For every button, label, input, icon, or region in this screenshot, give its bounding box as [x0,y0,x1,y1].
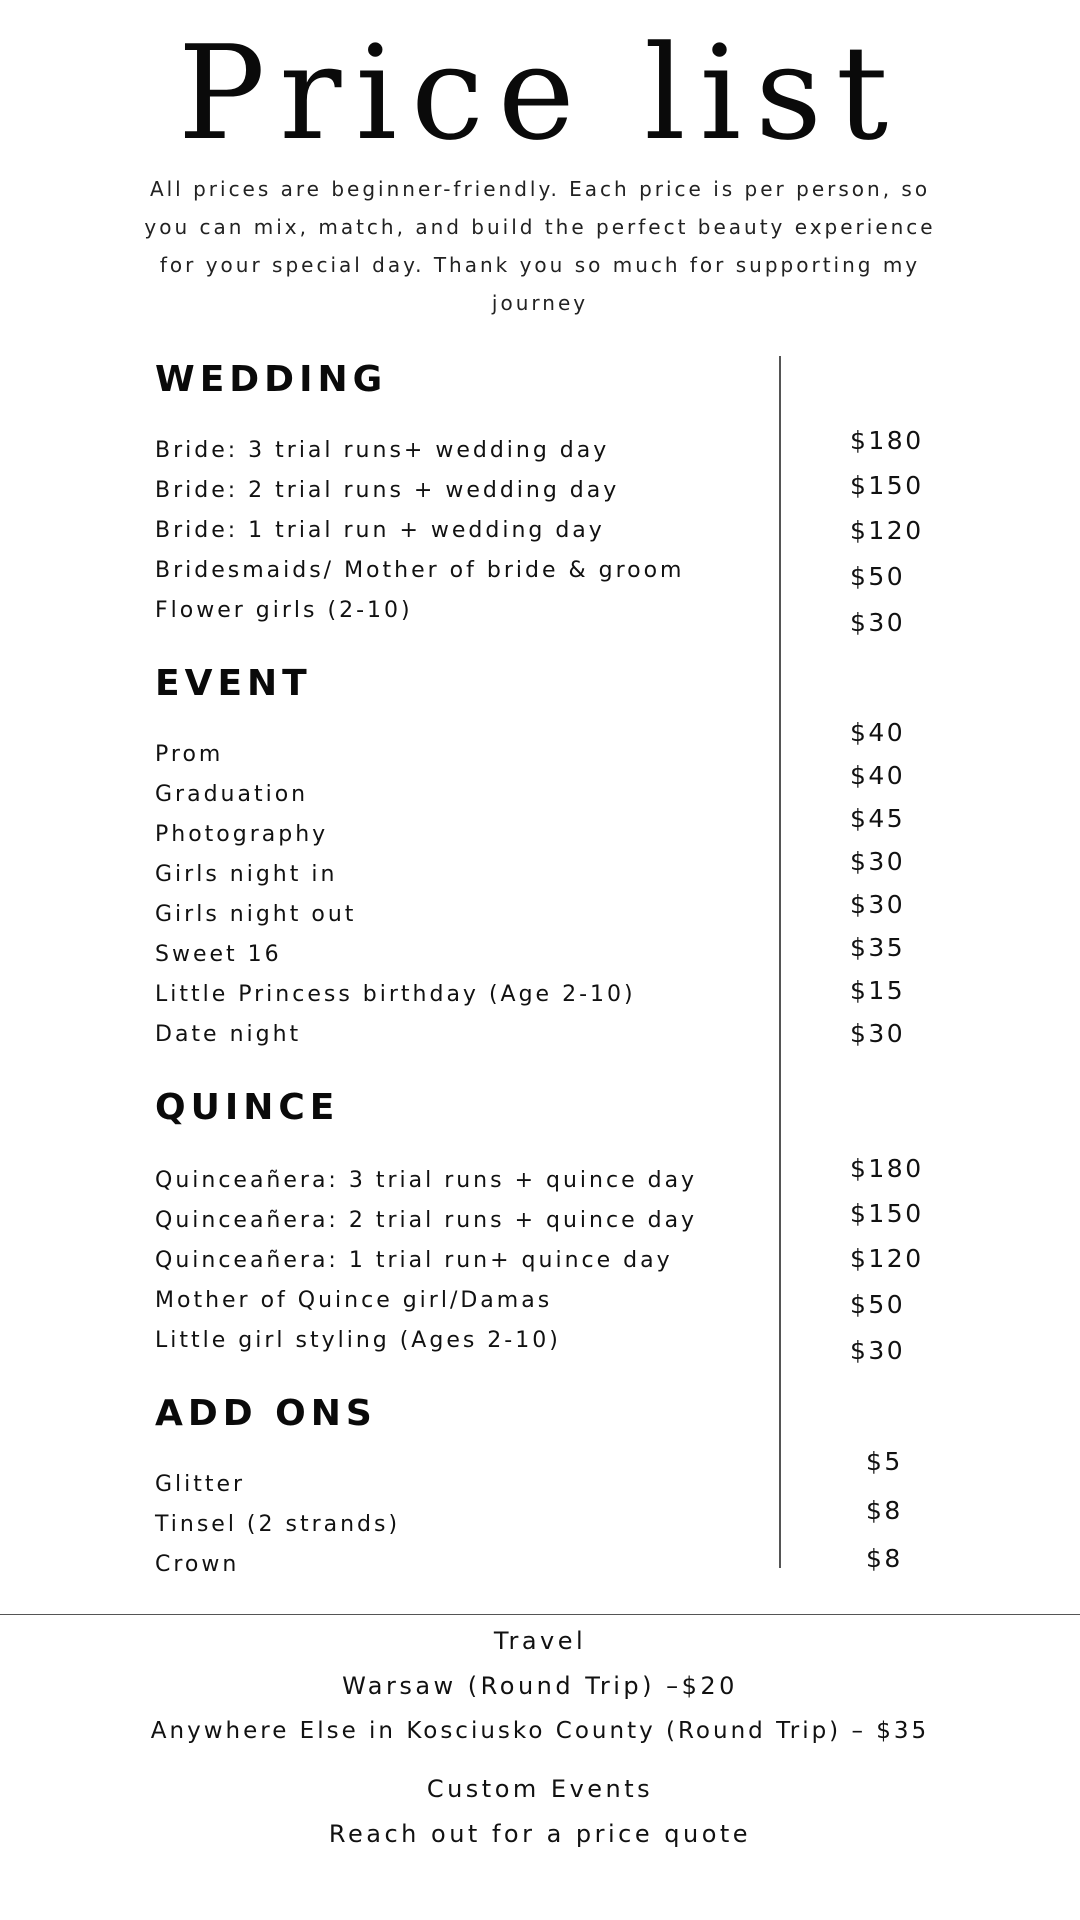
item-label: Bride: 3 trial runs+ wedding day [155,438,610,463]
item-price: $150 [850,1199,924,1228]
item-label: Quinceañera: 3 trial runs + quince day [155,1168,698,1193]
item-price: $8 [866,1544,903,1573]
item-label: Little girl styling (Ages 2-10) [155,1328,561,1353]
item-price: $35 [850,933,906,962]
custom-events-text: Reach out for a price quote [328,1820,752,1848]
section-heading-add-ons: ADD ONS [155,1393,377,1434]
item-label: Bride: 1 trial run + wedding day [155,518,605,543]
item-label: Sweet 16 [155,942,282,967]
item-price: $180 [850,1154,924,1183]
footer-divider [0,1614,1080,1615]
item-price: $30 [850,847,906,876]
column-divider [779,356,781,1568]
travel-heading: Travel [493,1627,587,1655]
item-price: $5 [866,1447,903,1476]
item-price: $45 [850,804,906,833]
item-price: $120 [850,1244,924,1273]
section-heading-quince: QUINCE [155,1087,340,1128]
item-price: $180 [850,426,924,455]
item-label: Mother of Quince girl/Damas [155,1288,553,1313]
section-heading-event: EVENT [155,663,312,704]
item-price: $40 [850,761,906,790]
item-label: Bridesmaids/ Mother of bride & groom [155,558,685,583]
item-label: Tinsel (2 strands) [155,1512,401,1537]
travel-line: Anywhere Else in Kosciusko County (Round Trip) – $35 [150,1718,930,1744]
item-label: Girls night out [155,902,357,927]
item-label: Quinceañera: 2 trial runs + quince day [155,1208,698,1233]
item-price: $15 [850,976,906,1005]
item-price: $50 [850,562,906,591]
item-price: $120 [850,516,924,545]
item-price: $50 [850,1290,906,1319]
item-label: Glitter [155,1472,246,1497]
section-heading-wedding: WEDDING [155,359,388,400]
item-label: Crown [155,1552,240,1577]
item-label: Quinceañera: 1 trial run+ quince day [155,1248,673,1273]
item-label: Prom [155,742,224,767]
item-price: $30 [850,1336,906,1365]
item-price: $30 [850,608,906,637]
item-price: $30 [850,1019,906,1048]
item-label: Girls night in [155,862,338,887]
item-price: $40 [850,718,906,747]
item-label: Bride: 2 trial runs + wedding day [155,478,620,503]
item-label: Graduation [155,782,309,807]
intro-text: All prices are beginner-friendly. Each price is per person, so you can mix, match, and build the perfect beauty experience for your special day. Thank you so much for supporting my journey [144,177,936,315]
item-price: $8 [866,1496,903,1525]
item-price: $150 [850,471,924,500]
item-price: $30 [850,890,906,919]
custom-events-heading: Custom Events [426,1775,654,1803]
item-label: Photography [155,822,329,847]
page-title: Price list [177,17,903,169]
travel-line: Warsaw (Round Trip) –$20 [342,1672,738,1700]
item-label: Date night [155,1022,302,1047]
item-label: Flower girls (2-10) [155,598,413,623]
item-label: Little Princess birthday (Age 2-10) [155,982,636,1007]
